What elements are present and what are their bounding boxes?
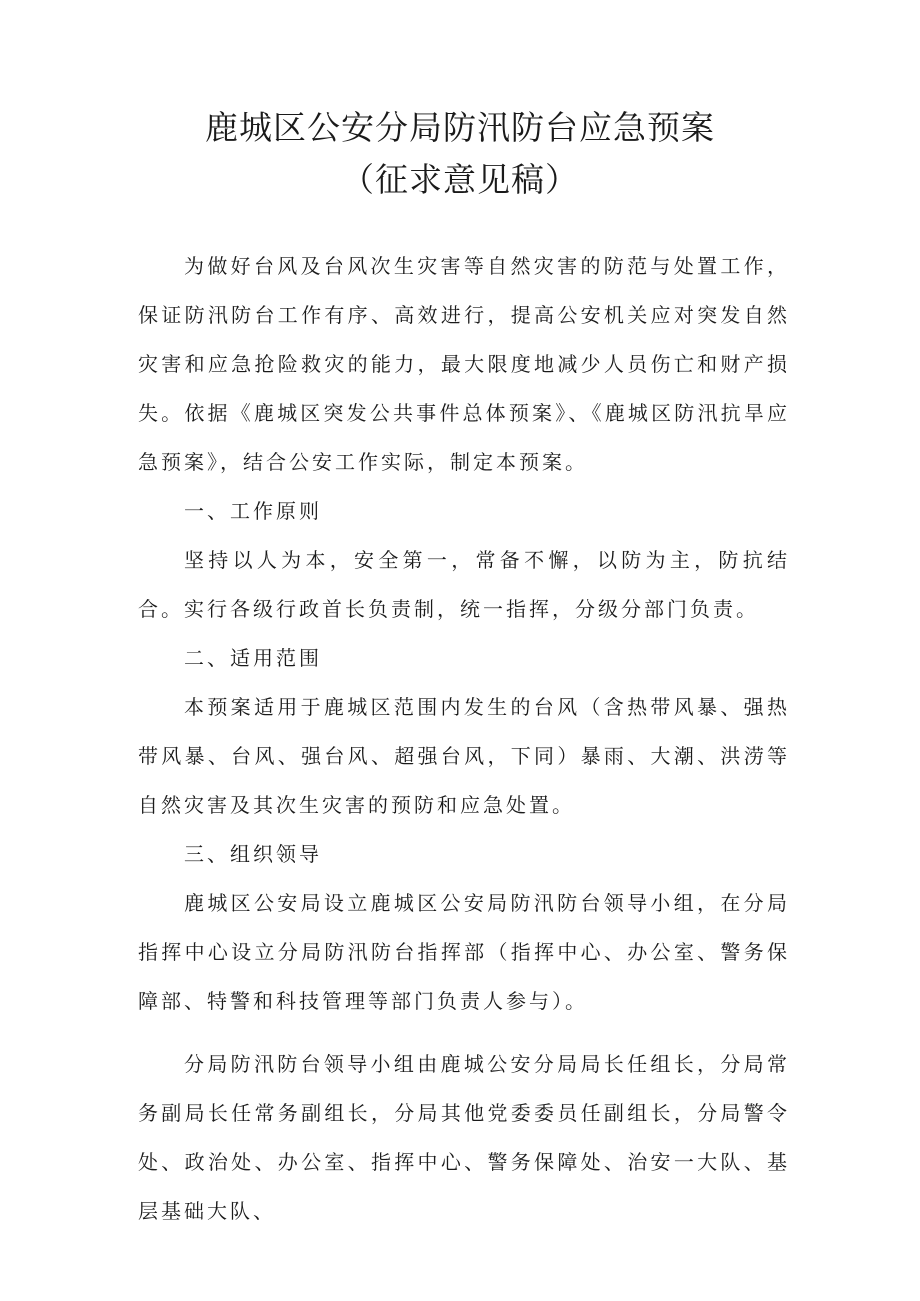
organization-paragraph-2: 分局防汛防台领导小组由鹿城公安分局局长任组长，分局常务副局长任常务副组长，分局其他党委委员任副组长，分局警令处、政治处、办公室、指挥中心、警务保障处、治安一大队、基层基础大队、 [138, 1052, 790, 1223]
document-subtitle: （征求意见稿） [341, 160, 579, 199]
principles-paragraph: 坚持以人为本，安全第一，常备不懈，以防为主，防抗结合。实行各级行政首长负责制，统一指挥，分级分部门负责。 [138, 548, 790, 621]
document-title: 鹿城区公安分局防汛防台应急预案 [205, 108, 715, 147]
scope-paragraph: 本预案适用于鹿城区范围内发生的台风（含热带风暴、强热带风暴、台风、强台风、超强台风，下同）暴雨、大潮、洪涝等自然灾害及其次生灾害的预防和应急处置。 [138, 695, 790, 817]
organization-paragraph-1: 鹿城区公安局设立鹿城区公安局防汛防台领导小组，在分局指挥中心设立分局防汛防台指挥部（指挥中心、办公室、警务保障部、特警和科技管理等部门负责人参与）。 [138, 891, 790, 1013]
section-heading-scope: 二、适用范围 [184, 646, 322, 670]
intro-paragraph: 为做好台风及台风次生灾害等自然灾害的防范与处置工作，保证防汛防台工作有序、高效进行，提高公安机关应对突发自然灾害和应急抢险救灾的能力，最大限度地减少人员伤亡和财产损失。依据《鹿城区突发公共事件总体预案》、《鹿城区防汛抗旱应急预案》，结合公安工作实际，制定本预案。 [138, 254, 790, 474]
section-heading-organization: 三、组织领导 [184, 842, 322, 866]
section-heading-principles: 一、工作原则 [184, 499, 322, 523]
